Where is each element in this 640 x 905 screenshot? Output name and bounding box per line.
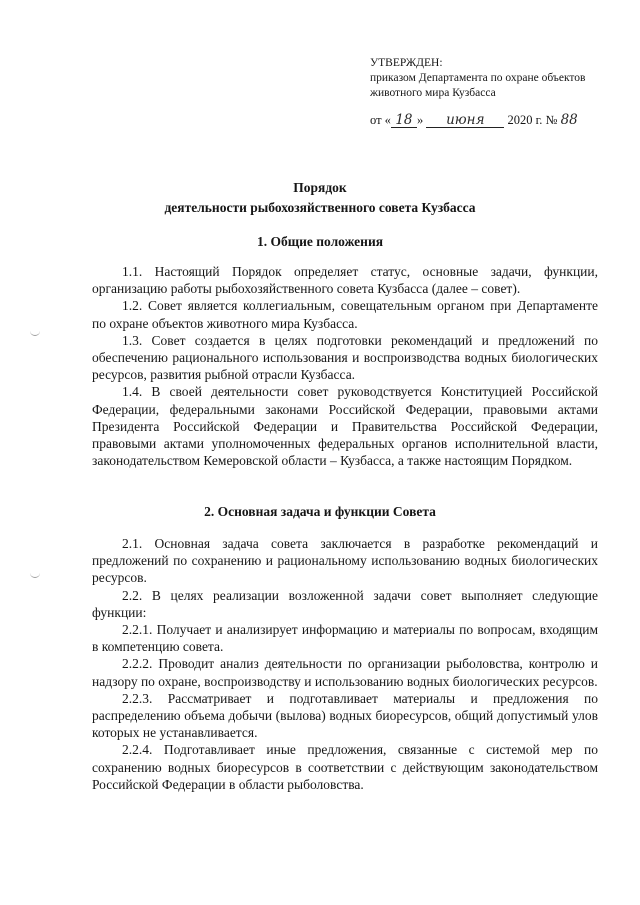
paragraph-2-2-1: 2.2.1. Получает и анализирует информацию и материалы по вопросам, входящим в компетенцию совета. bbox=[92, 622, 598, 655]
handwritten-month: июня bbox=[426, 114, 504, 128]
approval-department: животного мира Кузбасса bbox=[370, 87, 496, 99]
section-1-heading: 1. Общие положения bbox=[256, 234, 384, 249]
binding-hole-mark bbox=[30, 572, 40, 578]
approval-date-line bbox=[370, 112, 610, 128]
document-title bbox=[60, 178, 580, 218]
handwritten-order-number: 88 bbox=[560, 112, 578, 128]
title-line-2: деятельности рыбохозяйственного совета Кузбасса bbox=[164, 200, 476, 215]
approval-label: УТВЕРЖДЕН: bbox=[370, 57, 443, 69]
paragraph-1-1: 1.1. Настоящий Порядок определяет статус, основные задачи, функции, организацию работы рыбохозяйственного совета Кузбасса (далее – совет). bbox=[92, 264, 598, 297]
paragraph-1-4: 1.4. В своей деятельности совет руководствуется Конституцией Российской Федерации, федеральными законами Российской Федерации, правовыми актами Президента Российской Федерации и Правительства Российской Федерации, правовыми актами уполномоченных федеральных органов исполнительной власти, законодательством Кемеровской области – Кузбасса, а также настоящим Порядком. bbox=[92, 384, 598, 469]
section-2-heading: 2. Основная задача и функции Совета bbox=[204, 504, 436, 519]
section-2-body bbox=[92, 535, 598, 793]
handwritten-day: 18 bbox=[391, 114, 417, 128]
paragraph-2-1: 2.1. Основная задача совета заключается в разработке рекомендаций и предложений по сохранению и рациональному использованию водных биологических ресурсов. bbox=[92, 536, 598, 586]
paragraph-1-2: 1.2. Совет является коллегиальным, совещательным органом при Департаменте по охране объектов животного мира Кузбасса. bbox=[92, 298, 598, 331]
date-year: 2020 г. № bbox=[507, 113, 558, 127]
date-prefix: от « bbox=[370, 113, 391, 127]
paragraph-2-2-3: 2.2.3. Рассматривает и подготавливает материалы и предложения по распределению объема добычи (вылова) водных биоресурсов, общий допустимый улов которых не устанавливается. bbox=[92, 690, 598, 741]
binding-hole-mark bbox=[30, 330, 40, 336]
approval-stamp bbox=[370, 56, 620, 101]
paragraph-2-2-2: 2.2.2. Проводит анализ деятельности по организации рыболовства, контролю и надзору по охране, воспроизводству и использованию водных биологических ресурсов. bbox=[92, 656, 598, 689]
paragraph-2-2: 2.2. В целях реализации возложенной задачи совет выполняет следующие функции: bbox=[92, 587, 598, 620]
paragraph-2-2-4: 2.2.4. Подготавливает иные предложения, связанные с системой мер по сохранению водных биоресурсов в соответствии с действующим законодательством Российской Федерации в области рыболовства. bbox=[92, 742, 598, 792]
section-1-body bbox=[92, 263, 598, 469]
approval-order: приказом Департамента по охране объектов bbox=[370, 72, 586, 84]
date-quote-close: » bbox=[416, 113, 424, 127]
title-line-1: Порядок bbox=[293, 180, 347, 195]
paragraph-1-3: 1.3. Совет создается в целях подготовки рекомендаций и предложений по обеспечению рационального использования и воспроизводства водных биологических ресурсов, развития рыбной отрасли Кузбасса. bbox=[92, 332, 598, 383]
